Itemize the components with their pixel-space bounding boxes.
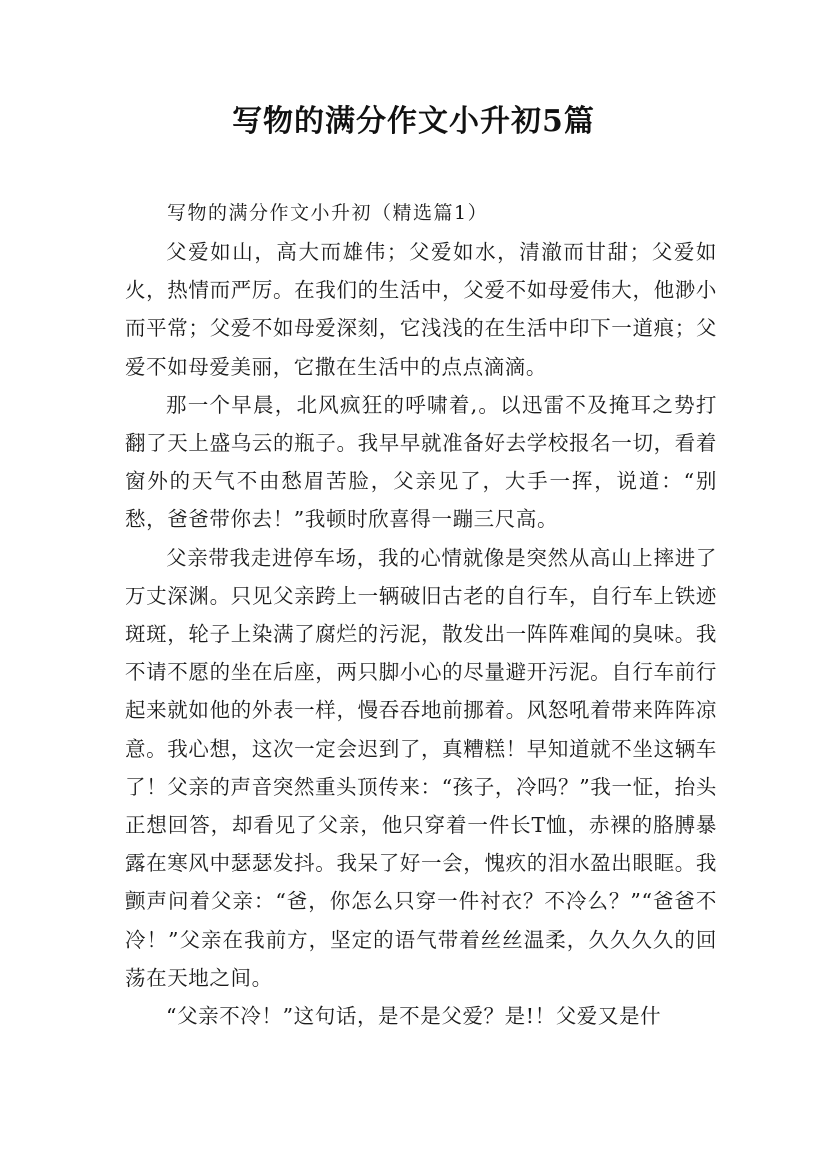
section-subtitle: 写物的满分作文小升初（精选篇1） — [167, 202, 489, 224]
paragraph-4: “父亲不冷！”这句话，是不是父爱？是!！父爱又是什 — [166, 1004, 662, 1029]
document-body — [125, 193, 717, 1035]
paragraph-3: 父亲带我走进停车场，我的心情就像是突然从高山上摔进了万丈深渊。只见父亲跨上一辆破旧古老的自行车，自行车上铁迹斑斑，轮子上染满了腐烂的污泥，散发出一阵阵难闻的臭味。我不请不愿的坐在后座，两只脚小心的尽量避开污泥。自行车前行起来就如他的外表一样，慢吞吞地前挪着。风怒吼着带来阵阵凉意。我心想，这次一定会迟到了，真糟糕！早知道就不坐这辆车了！父亲的声音突然重头顶传来：“孩子，冷吗？”我一怔，抬头正想回答，却看见了父亲，他只穿着一件长T恤，赤裸的胳膊暴露在寒风中瑟瑟发抖。我呆了好一会，愧疚的泪水盈出眼眶。我颤声问着父亲：“爸，你怎么只穿一件衬衣？不冷么？”“爸爸不冷！”父亲在我前方，坚定的语气带着丝丝温柔，久久久久的回荡在天地之间。 — [125, 545, 717, 990]
document-title: 写物的满分作文小升初5篇 — [232, 104, 595, 139]
paragraph-2: 那一个早晨，北风疯狂的呼啸着,。以迅雷不及掩耳之势打翻了天上盛乌云的瓶子。我早早就准备好去学校报名一切，看着窗外的天气不由愁眉苦脸，父亲见了，大手一挥，说道：“别愁，爸爸带你去！”我顿时欣喜得一蹦三尺高。 — [125, 392, 717, 532]
paragraph-1: 父爱如山，高大而雄伟；父爱如水，清澈而甘甜；父爱如火，热情而严厉。在我们的生活中，父爱不如母爱伟大，他渺小而平常；父爱不如母爱深刻，它浅浅的在生活中印下一道痕；父爱不如母爱美丽，它撒在生活中的点点滴滴。 — [125, 240, 717, 379]
